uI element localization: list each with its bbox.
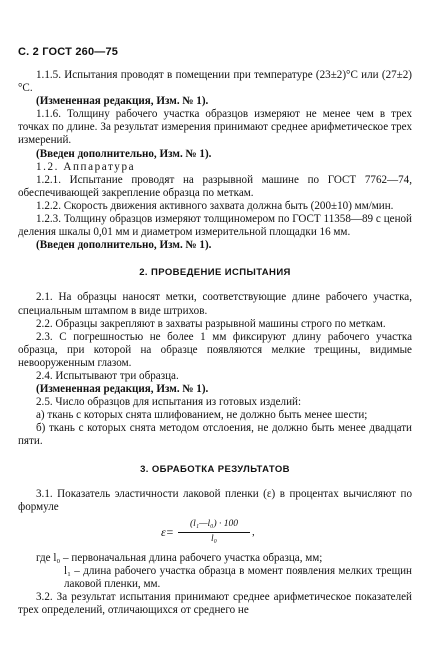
amendment-note: (Введен дополнительно, Изм. № 1). bbox=[36, 239, 212, 252]
paragraph-2-2: 2.2. Образцы закрепляют в захваты разрывной машины строго по меткам. bbox=[36, 317, 386, 330]
formula-where-l1: l₁ – длина рабочего участка образца в момент появления мелких трещин лаковой пленки, мм. bbox=[64, 564, 412, 590]
paragraph-2-5-a: а) ткань с которых снята шлифованием, не должно быть менее шести; bbox=[36, 409, 368, 422]
document-body bbox=[18, 69, 412, 617]
formula-numerator: (l₁—l₀) · 100 bbox=[178, 518, 250, 533]
amendment-note: (Измененная редакция, Изм. № 1). bbox=[36, 383, 209, 396]
formula-denominator: l₀ bbox=[211, 533, 217, 544]
paragraph-2-5-b: б) ткань с которых снята методом отслоения, не должно быть менее двадцати пяти. bbox=[18, 422, 412, 448]
formula-where-l0: где l₀ – первоначальная длина рабочего участка образца, мм; bbox=[36, 551, 323, 564]
section-title-results: 3. ОБРАБОТКА РЕЗУЛЬТАТОВ bbox=[140, 463, 290, 475]
paragraph-3-1: 3.1. Показатель эластичности лаковой пленки (ε) в процентах вычисляют по формуле bbox=[18, 487, 412, 513]
paragraph-1-2-2: 1.2.2. Скорость движения активного захвата должна быть (200±10) мм/мин. bbox=[36, 199, 394, 212]
paragraph-2-3: 2.3. С погрешностью не более 1 мм фиксируют длину рабочего участка образца, при которой на образце появляются мелкие трещины, видимые невооруженным глазом. bbox=[18, 330, 412, 369]
formula-lhs: ε= bbox=[161, 524, 174, 539]
paragraph-3-2: 3.2. За результат испытания принимают среднее арифметическое показателей трех определений, отличающихся от среднего не bbox=[18, 591, 412, 617]
paragraph-2-1: 2.1. На образцы наносят метки, соответствующие длине рабочего участка, специальным штампом в виде штрихов. bbox=[18, 291, 412, 317]
paragraph-2-4: 2.4. Испытывают три образца. bbox=[36, 369, 179, 382]
paragraph-2-5: 2.5. Число образцов для испытания из готовых изделий: bbox=[36, 396, 302, 409]
paragraph-1-1-5: 1.1.5. Испытания проводят в помещении при температуре (23±2)°С или (27±2)°С. bbox=[18, 69, 412, 95]
section-title-testing: 2. ПРОВЕДЕНИЕ ИСПЫТАНИЯ bbox=[139, 267, 291, 279]
page-header: С. 2 ГОСТ 260—75 bbox=[18, 46, 119, 58]
paragraph-1-2-3: 1.2.3. Толщину образцов измеряют толщиномером по ГОСТ 11358—89 с ценой деления шкалы 0,01 мм и диаметром измерительной площадки 16 мм. bbox=[18, 213, 412, 239]
paragraph-1-2-1: 1.2.1. Испытание проводят на разрывной машине по ГОСТ 7762—74, обеспечивающей закрепление образца по меткам. bbox=[18, 173, 412, 199]
formula-fraction bbox=[178, 518, 250, 546]
subsection-title-apparatus: 1.2. Аппаратура bbox=[36, 160, 136, 173]
elasticity-formula bbox=[18, 518, 412, 548]
formula-tail: , bbox=[252, 525, 255, 538]
amendment-note: (Введен дополнительно, Изм. № 1). bbox=[36, 147, 212, 160]
paragraph-1-1-6: 1.1.6. Толщину рабочего участка образцов измеряют не менее чем в трех точках по длине. За результат измерения принимают среднее арифметическое трех измерений. bbox=[18, 108, 412, 147]
amendment-note: (Измененная редакция, Изм. № 1). bbox=[36, 95, 209, 108]
